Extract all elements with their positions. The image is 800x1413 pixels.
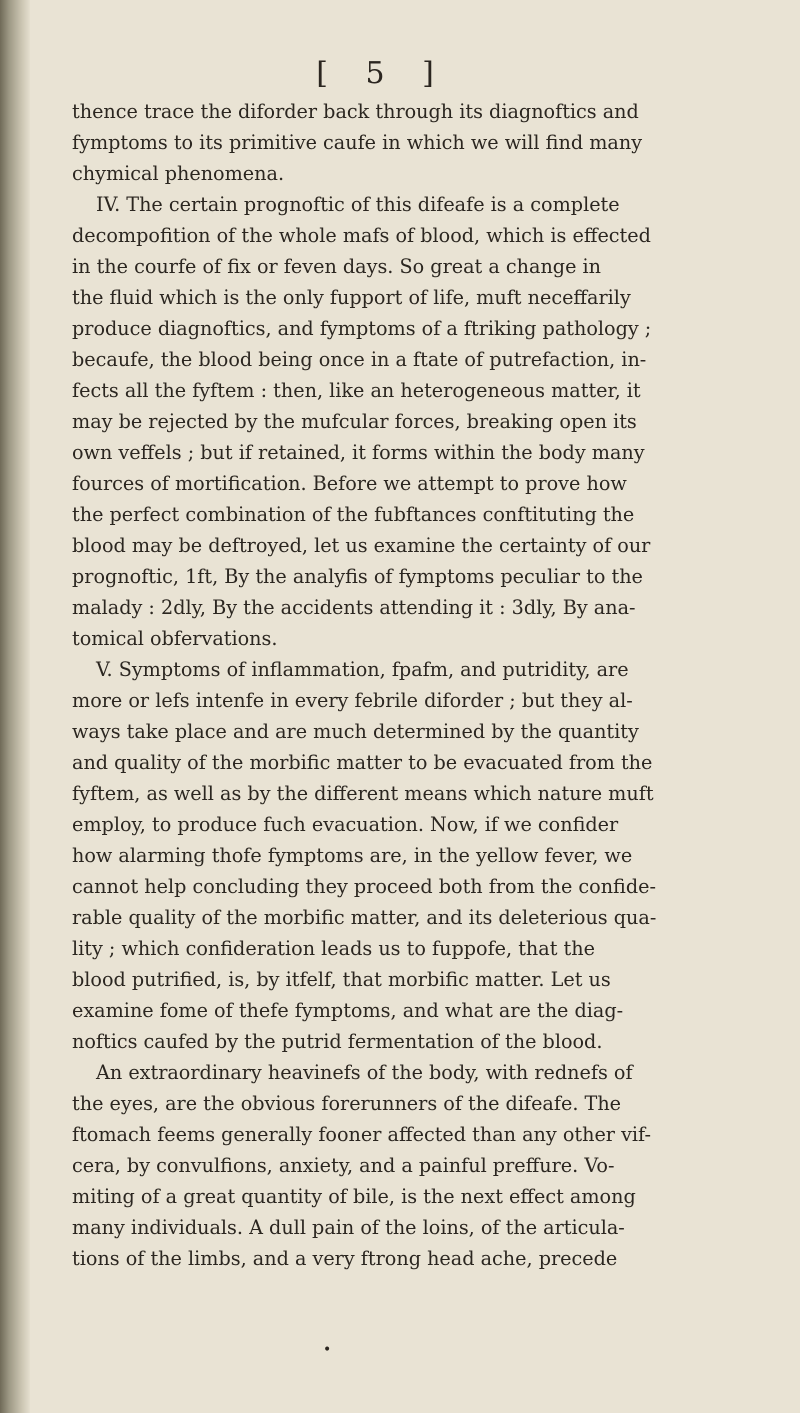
text-line: chymical phenomena. [72,162,285,185]
text-line: tomical obfervations. [72,627,278,650]
text-line: ways take place and are much determined by the quantity [72,720,639,743]
body-text [72,96,752,1274]
text-line: malady : 2dly, By the accidents attending it : 3dly, By ana- [72,596,636,619]
text-line: in the courfe of fix or feven days. So great a change in [72,255,602,278]
text-line: IV. The certain prognoftic of this difeafe is a complete [96,193,620,216]
text-line: ftomach feems generally fooner affected than any other vif- [72,1123,651,1146]
text-line: the eyes, are the obvious forerunners of the difeafe. The [72,1092,622,1115]
text-line: An extraordinary heavinefs of the body, with rednefs of [96,1061,633,1084]
text-line: fyftem, as well as by the different means which nature muft [72,782,654,805]
text-line: miting of a great quantity of bile, is the next effect among [72,1185,636,1208]
text-line: many individuals. A dull pain of the loins, of the articula- [72,1216,625,1239]
text-line: lity ; which confideration leads us to fuppofe, that the [72,937,595,960]
text-line: examine fome of thefe fymptoms, and what are the diag- [72,999,624,1022]
text-line: becaufe, the blood being once in a ftate of putrefaction, in- [72,348,647,371]
text-line: fects all the fyftem : then, like an heterogeneous matter, it [72,379,641,402]
book-page [72,52,752,1274]
text-line: noftics caufed by the putrid fermentation of the blood. [72,1030,603,1053]
text-line: fources of mortification. Before we attempt to prove how [72,472,627,495]
text-line: cannot help concluding they proceed both from the confide- [72,875,656,898]
text-line: more or lefs intenfe in every febrile diforder ; but they al- [72,689,633,712]
text-line: thence trace the diforder back through its diagnoftics and [72,100,639,123]
text-line: decompofition of the whole mafs of blood, which is effected [72,224,651,247]
page-tail-mark: • [323,1342,332,1358]
text-line: employ, to produce fuch evacuation. Now, if we confider [72,813,619,836]
text-line: own veffels ; but if retained, it forms within the body many [72,441,645,464]
text-line: and quality of the morbific matter to be evacuated from the [72,751,653,774]
text-line: the perfect combination of the fubftances conftituting the [72,503,635,526]
book-binding-edge [0,0,30,1413]
text-line: V. Symptoms of inflammation, fpafm, and putridity, are [96,658,629,681]
text-line: blood putrified, is, by itfelf, that morbific matter. Let us [72,968,611,991]
text-line: may be rejected by the mufcular forces, breaking open its [72,410,637,433]
text-line: the fluid which is the only fupport of life, muft neceffarily [72,286,631,309]
text-line: produce diagnoftics, and fymptoms of a ftriking pathology ; [72,317,652,340]
text-line: prognoftic, 1ft, By the analyfis of fymptoms peculiar to the [72,565,643,588]
text-line: blood may be deftroyed, let us examine the certainty of our [72,534,651,557]
text-line: how alarming thofe fymptoms are, in the yellow fever, we [72,844,633,867]
text-line: cera, by convulfions, anxiety, and a painful preffure. Vo- [72,1154,615,1177]
text-line: tions of the limbs, and a very ftrong head ache, precede [72,1247,618,1270]
text-line: fymptoms to its primitive caufe in which we will find many [72,131,643,154]
text-line: rable quality of the morbific matter, and its deleterious qua- [72,906,657,929]
page-header: [ 5 ] [316,56,448,91]
